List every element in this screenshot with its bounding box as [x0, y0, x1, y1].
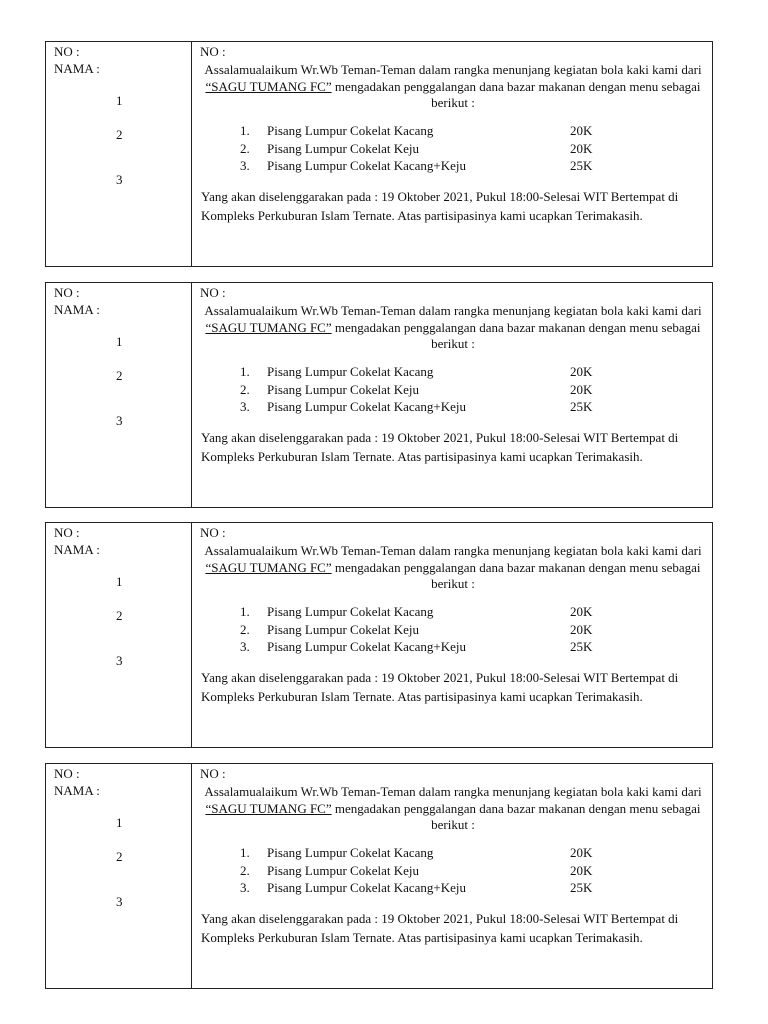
menu-item	[240, 381, 660, 399]
org-name: “SAGU TUMANG FC”	[205, 559, 332, 575]
menu-item-number: 2.	[240, 140, 250, 156]
bazaar-ticket	[45, 282, 713, 508]
bazaar-ticket	[45, 763, 713, 989]
menu-item	[240, 621, 660, 639]
menu-item-number: 3.	[240, 880, 250, 895]
menu-item	[240, 844, 660, 862]
menu-item-number: 1.	[240, 604, 250, 619]
bazaar-ticket	[45, 522, 713, 748]
menu-item	[240, 398, 660, 416]
stub-no-label: NO :	[54, 44, 80, 59]
menu-item-price: 20K	[570, 381, 593, 397]
menu-item-price: 25K	[570, 639, 593, 654]
ticket-closing: Yang akan diselenggarakan pada : 19 Oktober 2021, Pukul 18:00-Selesai WIT Bertempat di Kompleks Perkuburan Islam Ternate. Atas partisipasinya kami ucapkan Terimakasih.	[201, 670, 679, 704]
intro-text-after: mengadakan penggalangan dana bazar makanan dengan menu sebagai berikut :	[331, 78, 701, 110]
menu-item-price: 20K	[570, 140, 593, 156]
stub-slot-3: 3	[116, 172, 123, 187]
stub-slot-1: 1	[116, 815, 123, 830]
menu-item-name: Pisang Lumpur Cokelat Kacang+Keju	[267, 880, 467, 895]
menu-item-price: 25K	[570, 399, 593, 414]
menu-item-price: 20K	[570, 621, 593, 637]
stub-slot-1: 1	[116, 334, 123, 349]
stub-nama-label: NAMA :	[54, 61, 100, 76]
menu-item-number: 3.	[240, 639, 250, 654]
menu-list	[240, 363, 660, 416]
intro-text-after: mengadakan penggalangan dana bazar makanan dengan menu sebagai berikut :	[331, 800, 701, 832]
bazaar-ticket	[45, 41, 713, 267]
ticket-no-label: NO :	[200, 525, 226, 540]
ticket-no-label: NO :	[200, 44, 226, 59]
menu-item-number: 3.	[240, 158, 250, 173]
ticket-body	[192, 523, 712, 747]
menu-item-number: 2.	[240, 381, 250, 397]
intro-text-after: mengadakan penggalangan dana bazar makanan dengan menu sebagai berikut :	[331, 559, 701, 591]
stub-slot-3: 3	[116, 413, 123, 428]
menu-item	[240, 603, 660, 621]
ticket-closing: Yang akan diselenggarakan pada : 19 Oktober 2021, Pukul 18:00-Selesai WIT Bertempat di Kompleks Perkuburan Islam Ternate. Atas partisipasinya kami ucapkan Terimakasih.	[201, 911, 679, 945]
org-name: “SAGU TUMANG FC”	[205, 78, 332, 94]
stub-nama-label: NAMA :	[54, 783, 100, 798]
menu-item	[240, 363, 660, 381]
menu-item-price: 20K	[570, 364, 593, 379]
ticket-intro	[202, 543, 704, 593]
ticket-stub	[46, 283, 192, 507]
menu-item-number: 3.	[240, 399, 250, 414]
menu-list	[240, 122, 660, 175]
menu-item-name: Pisang Lumpur Cokelat Kacang+Keju	[267, 639, 467, 654]
stub-slot-3: 3	[116, 653, 123, 668]
menu-item-price: 20K	[570, 845, 593, 860]
stub-nama-label: NAMA :	[54, 302, 100, 317]
stub-slot-2: 2	[116, 849, 123, 864]
ticket-intro	[202, 62, 704, 112]
menu-item	[240, 862, 660, 880]
ticket-body	[192, 764, 712, 988]
menu-item	[240, 638, 660, 656]
stub-slot-3: 3	[116, 894, 123, 909]
stub-nama-label: NAMA :	[54, 542, 100, 557]
menu-item	[240, 157, 660, 175]
menu-item-name: Pisang Lumpur Cokelat Kacang+Keju	[267, 158, 467, 173]
ticket-body	[192, 283, 712, 507]
menu-item-name: Pisang Lumpur Cokelat Keju	[267, 381, 420, 397]
stub-slot-1: 1	[116, 574, 123, 589]
stub-no-label: NO :	[54, 766, 80, 781]
ticket-stub	[46, 42, 192, 266]
org-name: “SAGU TUMANG FC”	[205, 319, 332, 335]
menu-list	[240, 603, 660, 656]
menu-item-name: Pisang Lumpur Cokelat Kacang+Keju	[267, 399, 467, 414]
menu-item	[240, 879, 660, 897]
ticket-closing: Yang akan diselenggarakan pada : 19 Oktober 2021, Pukul 18:00-Selesai WIT Bertempat di Kompleks Perkuburan Islam Ternate. Atas partisipasinya kami ucapkan Terimakasih.	[201, 430, 679, 464]
menu-item	[240, 140, 660, 158]
menu-item-name: Pisang Lumpur Cokelat Kacang	[267, 123, 434, 138]
menu-item-price: 20K	[570, 604, 593, 619]
intro-text-before: Assalamualaikum Wr.Wb Teman-Teman dalam rangka menunjang kegiatan bola kaki kami dari	[204, 303, 702, 318]
menu-item-number: 2.	[240, 862, 250, 878]
menu-item-name: Pisang Lumpur Cokelat Kacang	[267, 845, 434, 860]
stub-no-label: NO :	[54, 525, 80, 540]
menu-item-number: 2.	[240, 621, 250, 637]
menu-item-number: 1.	[240, 845, 250, 860]
menu-item-name: Pisang Lumpur Cokelat Keju	[267, 621, 420, 637]
menu-item-price: 25K	[570, 158, 593, 173]
ticket-stub	[46, 523, 192, 747]
stub-slot-1: 1	[116, 93, 123, 108]
stub-no-label: NO :	[54, 285, 80, 300]
intro-text-before: Assalamualaikum Wr.Wb Teman-Teman dalam rangka menunjang kegiatan bola kaki kami dari	[204, 62, 702, 77]
ticket-body	[192, 42, 712, 266]
ticket-closing: Yang akan diselenggarakan pada : 19 Oktober 2021, Pukul 18:00-Selesai WIT Bertempat di Kompleks Perkuburan Islam Ternate. Atas partisipasinya kami ucapkan Terimakasih.	[201, 189, 679, 223]
menu-item-price: 20K	[570, 862, 593, 878]
menu-item-price: 25K	[570, 880, 593, 895]
menu-item-number: 1.	[240, 123, 250, 138]
menu-item	[240, 122, 660, 140]
intro-text-after: mengadakan penggalangan dana bazar makanan dengan menu sebagai berikut :	[331, 319, 701, 351]
ticket-no-label: NO :	[200, 285, 226, 300]
menu-item-name: Pisang Lumpur Cokelat Kacang	[267, 604, 434, 619]
stub-slot-2: 2	[116, 368, 123, 383]
ticket-stub	[46, 764, 192, 988]
menu-list	[240, 844, 660, 897]
menu-item-name: Pisang Lumpur Cokelat Kacang	[267, 364, 434, 379]
menu-item-number: 1.	[240, 364, 250, 379]
ticket-intro	[202, 303, 704, 353]
menu-item-price: 20K	[570, 123, 593, 138]
intro-text-before: Assalamualaikum Wr.Wb Teman-Teman dalam rangka menunjang kegiatan bola kaki kami dari	[204, 543, 702, 558]
ticket-intro	[202, 784, 704, 834]
stub-slot-2: 2	[116, 127, 123, 142]
intro-text-before: Assalamualaikum Wr.Wb Teman-Teman dalam rangka menunjang kegiatan bola kaki kami dari	[204, 784, 702, 799]
org-name: “SAGU TUMANG FC”	[205, 800, 332, 816]
stub-slot-2: 2	[116, 608, 123, 623]
ticket-no-label: NO :	[200, 766, 226, 781]
menu-item-name: Pisang Lumpur Cokelat Keju	[267, 140, 420, 156]
menu-item-name: Pisang Lumpur Cokelat Keju	[267, 862, 420, 878]
